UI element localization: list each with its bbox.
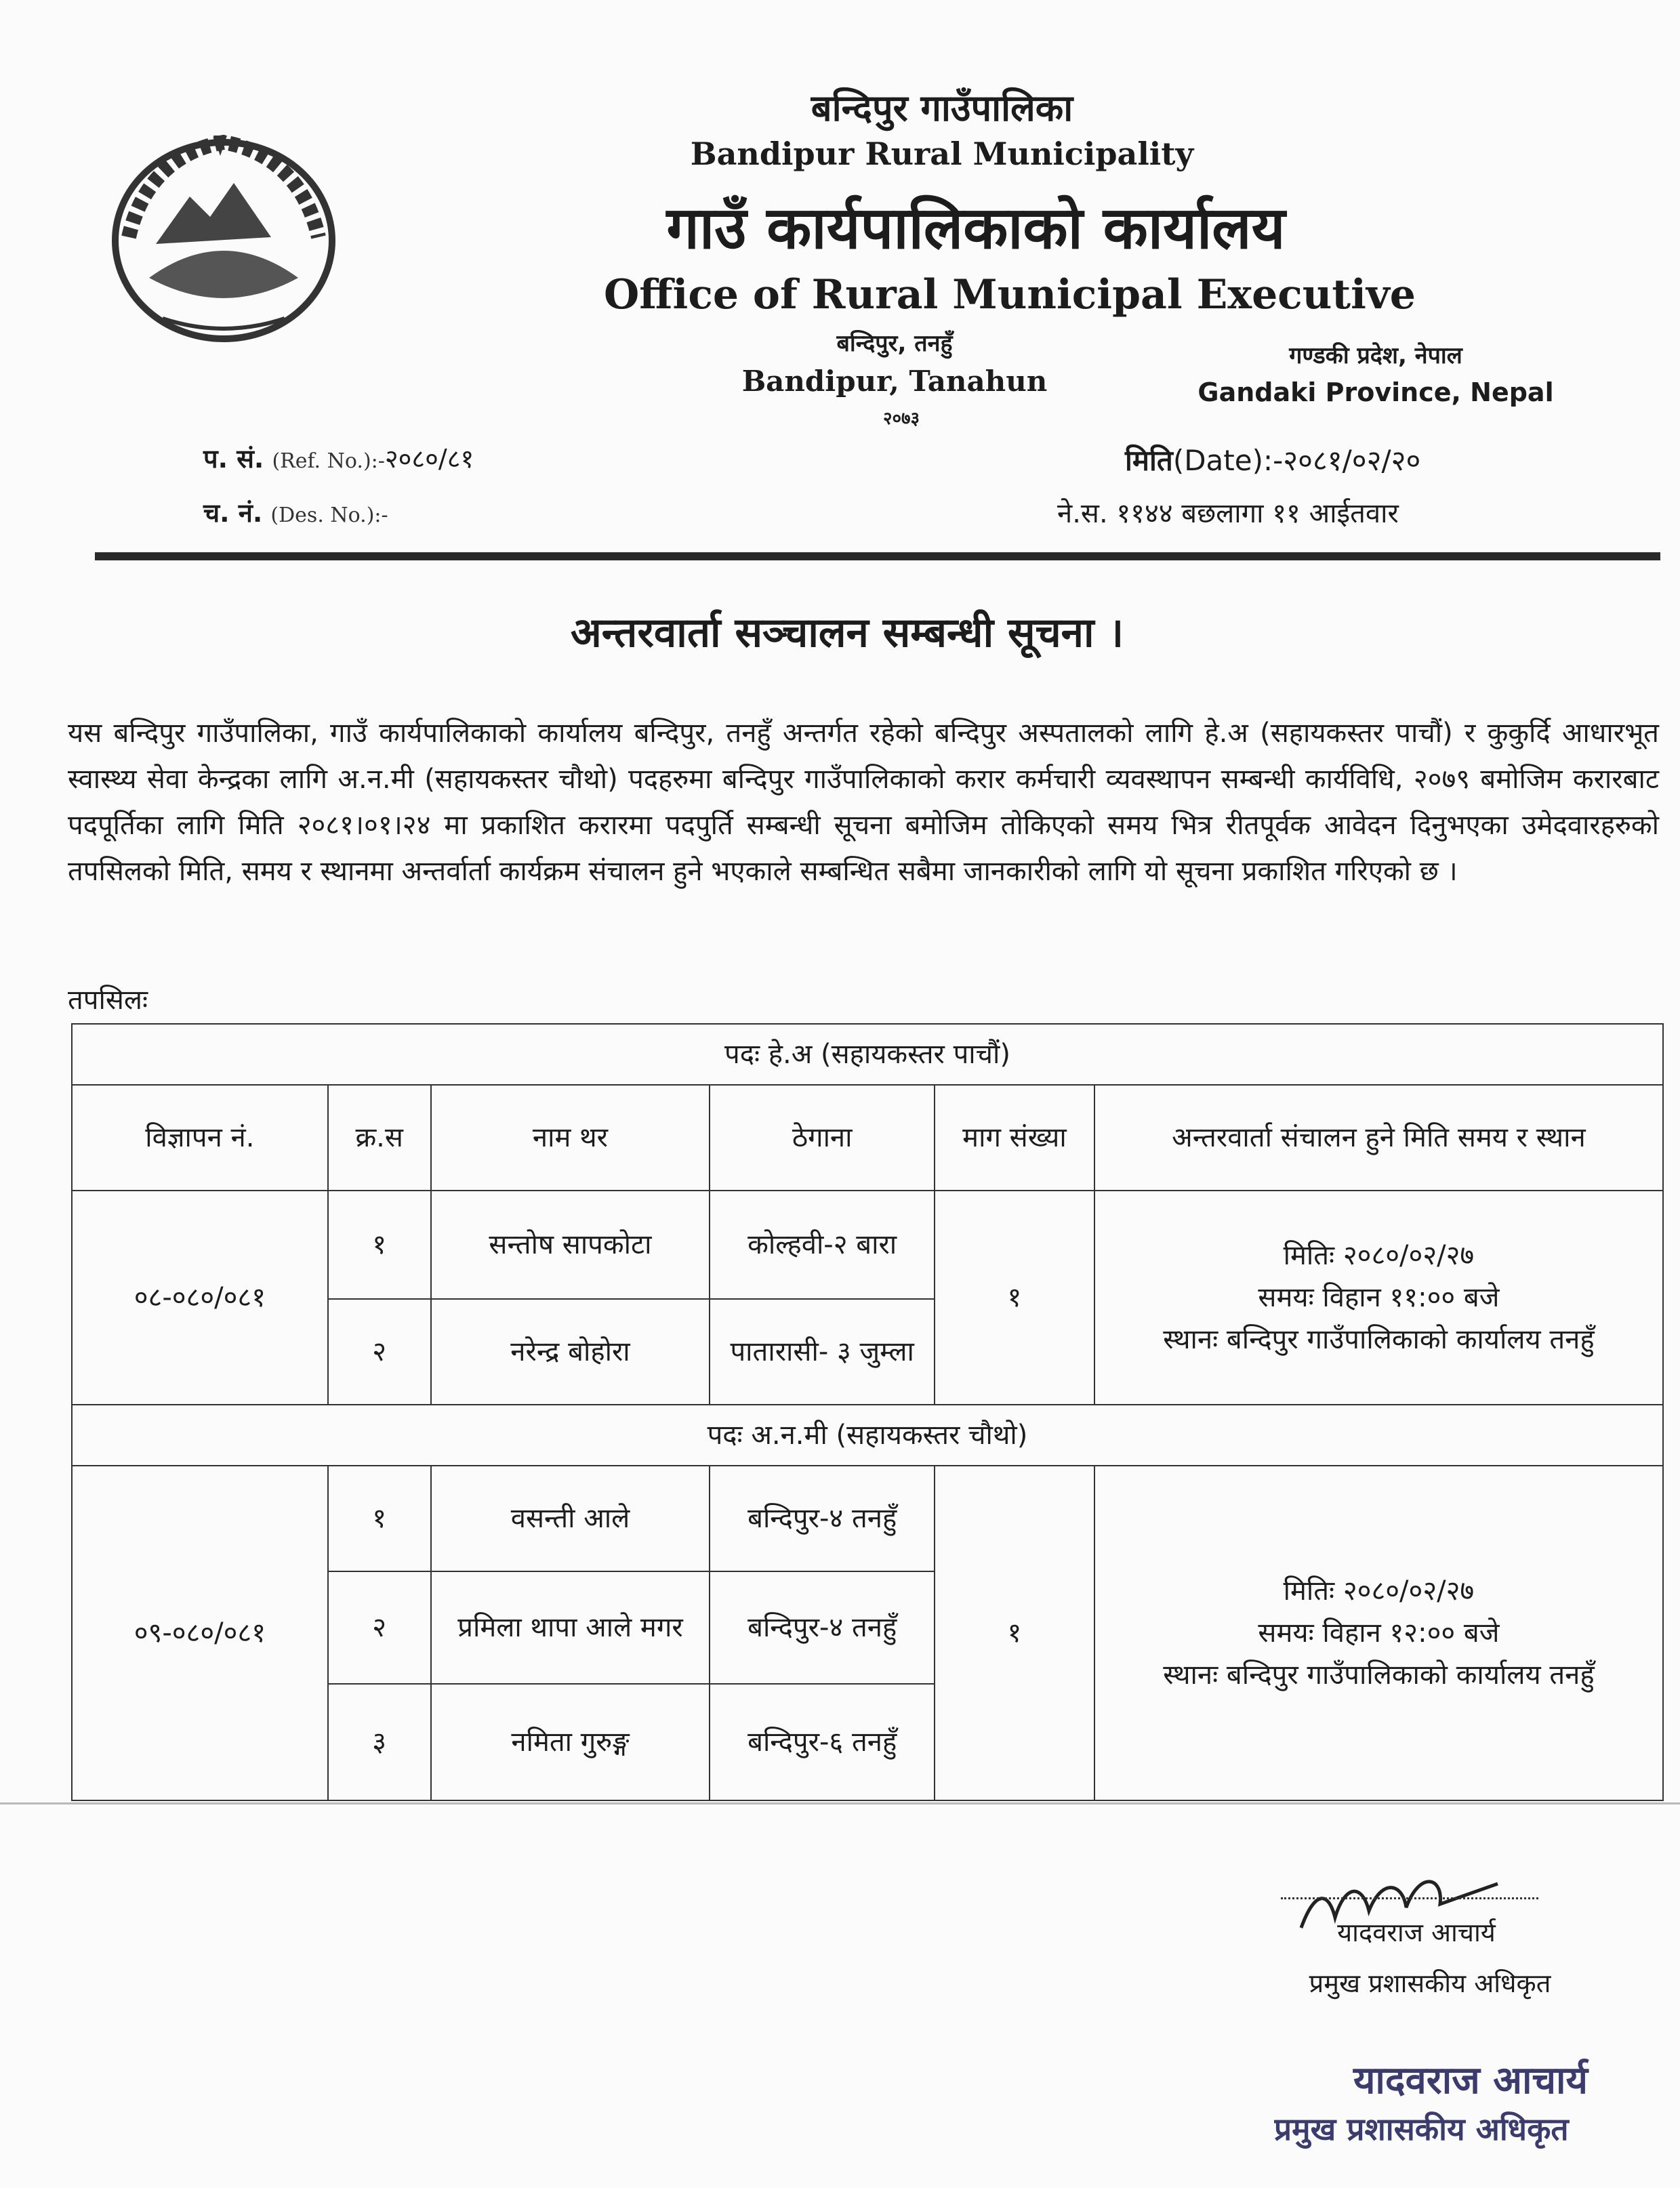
serial-number: २	[328, 1299, 431, 1405]
demand-count: १	[935, 1466, 1094, 1800]
stamp-title: प्रमुख प्रशासकीय अधिकृत	[1274, 2111, 1569, 2147]
serial-number: २	[328, 1571, 431, 1684]
office-name-en: Office of Rural Municipal Executive	[604, 271, 1416, 318]
signatory-name: यादवराज आचार्य	[1337, 1918, 1496, 1947]
signatory-title: प्रमुख प्रशासकीय अधिकृत	[1309, 1968, 1551, 1998]
header-name: नाम थर	[431, 1085, 710, 1191]
header-schedule: अन्तरवार्ता संचालन हुने मिति समय र स्थान	[1094, 1085, 1663, 1191]
dispatch-number	[203, 495, 388, 530]
schedule-time: समयः विहान १२:०० बजे	[1258, 1617, 1500, 1649]
header-ad-no: विज्ञापन नं.	[72, 1085, 328, 1191]
municipality-name-en: Bandipur Rural Municipality	[690, 136, 1194, 172]
candidate-address: बन्दिपुर-६ तनहुँ	[710, 1684, 935, 1800]
candidate-name: प्रमिला थापा आले मगर	[431, 1571, 710, 1684]
candidate-name: नरेन्द्र बोहोरा	[431, 1299, 710, 1405]
schedule-date: मितिः २०८०/०२/२७	[1283, 1575, 1475, 1607]
serial-number: १	[328, 1466, 431, 1571]
candidate-address: कोल्हवी-२ बारा	[710, 1191, 935, 1299]
ref-label-en: (Ref. No.):-	[272, 449, 385, 473]
date-label: मिति	[1125, 444, 1173, 477]
demand-count: १	[935, 1191, 1094, 1405]
serial-number: १	[328, 1191, 431, 1299]
ad-number: ०८-०८०/०८१	[72, 1191, 328, 1405]
candidate-name: वसन्ती आले	[431, 1466, 710, 1571]
ref-label: प. सं.	[203, 444, 264, 474]
ref-value: २०८०/८१	[384, 444, 474, 474]
signature-line	[1281, 1897, 1538, 1899]
schedule-time: समयः विहान ११:०० बजे	[1258, 1282, 1500, 1313]
post-heading: पदः अ.न.मी (सहायकस्तर चौथो)	[72, 1405, 1663, 1466]
post-heading: पदः हे.अ (सहायकस्तर पाचौं)	[72, 1024, 1663, 1085]
stamp-name: यादवराज आचार्य	[1353, 2059, 1589, 2103]
municipality-name-np: बन्दिपुर गाउँपालिका	[811, 87, 1073, 129]
candidate-address: बन्दिपुर-४ तनहुँ	[710, 1466, 935, 1571]
header-rule	[95, 552, 1660, 560]
province-np: गण्डकी प्रदेश, नेपाल	[1289, 342, 1462, 369]
nepal-sambat-date: ने.स. ११४४ बछलागा ११ आईतवार	[1057, 498, 1399, 529]
ad-number: ०९-०८०/०८१	[72, 1466, 328, 1800]
candidate-name: नमिता गुरुङ्ग	[431, 1684, 710, 1800]
candidate-name: सन्तोष सापकोटा	[431, 1191, 710, 1299]
header-demand: माग संख्या	[935, 1085, 1094, 1191]
date	[1125, 440, 1420, 479]
header-sn: क्र.स	[328, 1085, 431, 1191]
page-fold-line	[0, 1802, 1680, 1804]
des-label: च. नं.	[203, 498, 263, 528]
annex-label: तपसिलः	[68, 985, 148, 1016]
date-label-en: (Date):-	[1172, 444, 1284, 477]
place-np: बन्दिपुर, तनहुँ	[836, 330, 953, 357]
interview-schedule	[1094, 1466, 1663, 1800]
office-name-np: गाउँ कार्यपालिकाको कार्यालय	[666, 194, 1286, 262]
schedule-date: मितिः २०८०/०२/२७	[1283, 1240, 1475, 1271]
place-en: Bandipur, Tanahun	[741, 365, 1048, 398]
interview-schedule	[1094, 1191, 1663, 1405]
established-year: २०७३	[882, 409, 920, 429]
municipality-emblem	[102, 122, 346, 346]
interview-table	[71, 1023, 1664, 1801]
table-row	[72, 1466, 1663, 1571]
notice-title: अन्तरवार्ता सञ्चालन सम्बन्धी सूचना ।	[570, 609, 1124, 657]
table-row	[72, 1191, 1663, 1299]
notice-body: यस बन्दिपुर गाउँपालिका, गाउँ कार्यपालिकाको कार्यालय बन्दिपुर, तनहुँ अन्तर्गत रहेको बन्दिपुर अस्पतालको लागि हे.अ (सहायकस्तर पाचौं) र कुकुर्दि आधारभूत स्वास्थ्य सेवा केन्द्रका लागि अ.न.मी (सहायकस्तर चौथो) पदहरुमा बन्दिपुर गाउँपालिकाको करार कर्मचारी व्यवस्थापन सम्बन्धी कार्यविधि, २०७९ बमोजिम करारबाट पदपूर्तिका लागि मिति २०८१।०१।२४ मा प्रकाशित करारमा पदपुर्ति सम्बन्धी सूचना बमोजिम तोकिएको समय भित्र रीतपूर्वक आवेदन दिनुभएका उमेदवारहरुको तपसिलको मिति, समय र स्थानमा अन्तर्वार्ता कार्यक्रम संचालन हुने भएकाले सम्बन्धित सबैमा जानकारीको लागि यो सूचना प्रकाशित गरिएको छ ।	[68, 718, 1659, 887]
date-value: २०८१/०२/२०	[1283, 444, 1421, 477]
province-en: Gandaki Province, Nepal	[1197, 377, 1554, 407]
schedule-place: स्थानः बन्दिपुर गाउँपालिकाको कार्यालय तनहुँ	[1163, 1659, 1595, 1691]
ref-number	[203, 440, 474, 476]
candidate-address: बन्दिपुर-४ तनहुँ	[710, 1571, 935, 1684]
serial-number: ३	[328, 1684, 431, 1800]
des-label-en: (Des. No.):-	[270, 503, 388, 527]
schedule-place: स्थानः बन्दिपुर गाउँपालिकाको कार्यालय तनहुँ	[1163, 1324, 1595, 1355]
header-address: ठेगाना	[710, 1085, 935, 1191]
candidate-address: पातारासी- ३ जुम्ला	[710, 1299, 935, 1405]
